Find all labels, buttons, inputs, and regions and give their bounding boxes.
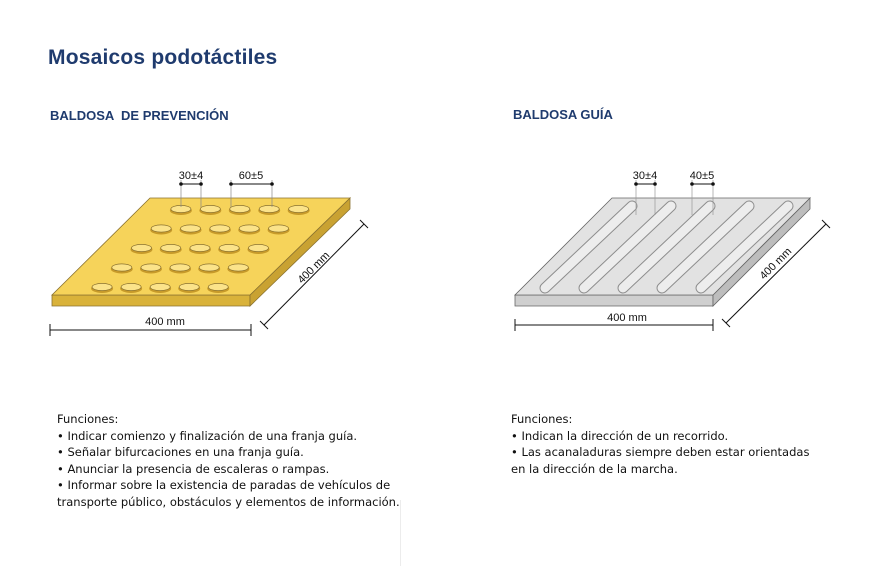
guide-tile-front-face (515, 295, 713, 306)
stud (239, 225, 259, 232)
stud (199, 264, 219, 271)
guide-function-item: • Indican la dirección de un recorrido. (511, 428, 729, 443)
right-dim-spacing-label: 40±5 (689, 170, 715, 182)
warning-function-item: • Informar sobre la existencia de paradas de vehículos de transporte público, obstáculos y elementos de información. (57, 478, 400, 509)
stud (131, 244, 151, 251)
stud (259, 205, 279, 212)
stud (190, 244, 210, 251)
warning-tile-subtitle: BALDOSA DE PREVENCIÓN (50, 108, 229, 123)
warning-function-item: • Señalar bifurcaciones en una franja guía. (57, 445, 304, 459)
stud (210, 225, 230, 232)
stud (150, 283, 170, 290)
left-dim-depth-label: 400 mm (295, 249, 333, 287)
left-dim-spacing-label: 60±5 (238, 170, 264, 182)
warning-function-item: • Anunciar la presencia de escaleras o rampas. (57, 461, 330, 476)
stud (289, 205, 309, 212)
stud (248, 244, 268, 251)
warning-function-item: • Indicar comienzo y finalización de una franja guía. (57, 428, 358, 443)
guide-tile-functions (511, 411, 811, 477)
left-dim-width-label: 400 mm (145, 316, 185, 328)
stud (219, 244, 239, 251)
warning-tile-front-face (52, 295, 250, 306)
stud (151, 225, 171, 232)
stud (179, 283, 199, 290)
stud (200, 205, 220, 212)
stud (112, 264, 132, 271)
warning-functions-heading: Funciones: (57, 412, 119, 426)
guide-functions-heading: Funciones: (511, 412, 573, 426)
right-dim-width (515, 312, 713, 331)
stud (228, 264, 248, 271)
stud (230, 205, 250, 212)
guide-tile-subtitle: BALDOSA GUÍA (513, 107, 613, 122)
stud (92, 283, 112, 290)
left-dim-stud-label: 30±4 (178, 170, 204, 182)
stud (161, 244, 181, 251)
stud (170, 264, 190, 271)
right-dim-groove-label: 30±4 (632, 170, 658, 182)
warning-tile (52, 198, 350, 306)
stud (121, 283, 141, 290)
stud (141, 264, 161, 271)
stud (208, 283, 228, 290)
stud (181, 225, 201, 232)
guide-function-item: • Las acanaladuras siempre deben estar orientadas en la dirección de la marcha. (511, 445, 810, 476)
stud (269, 225, 289, 232)
right-dim-width-label: 400 mm (607, 312, 647, 324)
warning-tile-functions (57, 411, 447, 510)
page-title: Mosaicos podotáctiles (48, 46, 278, 69)
divider (400, 500, 401, 566)
guide-tile (515, 198, 810, 306)
left-dim-width (50, 316, 251, 336)
right-dim-depth-label: 400 mm (757, 245, 795, 283)
